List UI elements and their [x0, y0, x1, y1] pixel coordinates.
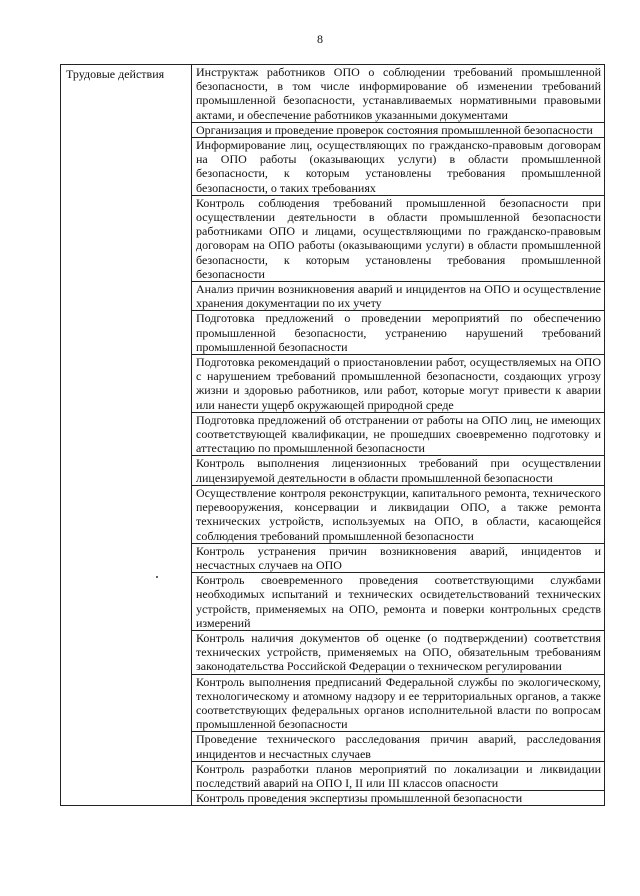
action-item: Контроль выполнения предписаний Федеральной службы по экологическому, технологическому и атомному надзору и ее территориальных органов, а также соответствующих федеральных органов исполнительной власти по вопросам промышленной безопасности	[192, 674, 605, 732]
action-item: Контроль проведения экспертизы промышленной безопасности	[192, 791, 605, 806]
action-item: Контроль соблюдения требований промышленной безопасности при осуществлении деятельности в области промышленной безопасности работниками ОПО и лицами, осуществляющими по гражданско-правовым договорам на ОПО работы (оказывающими услуги) в области промышленной безопасности, к которым установлены требования промышленной безопасности	[192, 195, 605, 281]
action-item: Контроль устранения причин возникновения аварий, инцидентов и несчастных случаев на ОПО	[192, 543, 605, 572]
labor-actions-table	[60, 64, 605, 806]
action-item: Подготовка предложений об отстранении от работы на ОПО лиц, не имеющих соответствующей квалификации, не прошедших своевременно подготовку и аттестацию по промышленной безопасности	[192, 412, 605, 456]
row-label-cell: Трудовые действия	[61, 65, 192, 806]
action-item: Контроль своевременного проведения соответствующими службами необходимых испытаний и технических освидетельствований технических устройств, применяемых на ОПО, ремонта и поверки контрольных средств измерений	[192, 573, 605, 631]
action-item: Контроль наличия документов об оценке (о подтверждении) соответствия технических устройств, применяемых на ОПО, обязательным требованиям законодательства Российской Федерации о техническом регулировании	[192, 630, 605, 674]
table-row	[61, 65, 605, 123]
action-item: Подготовка рекомендаций о приостановлении работ, осуществляемых на ОПО с нарушением требований промышленной безопасности, создающих угрозу жизни и здоровью работников, или работ, которые могут привести к аварии или нанести ущерб окружающей природной среде	[192, 355, 605, 413]
action-item: Контроль выполнения лицензионных требований при осуществлении лицензируемой деятельности в области промышленной безопасности	[192, 456, 605, 485]
action-item: Анализ причин возникновения аварий и инцидентов на ОПО и осуществление хранения документации по их учету	[192, 282, 605, 311]
action-item: Контроль разработки планов мероприятий по локализации и ликвидации последствий аварий на ОПО I, II или III классов опасности	[192, 761, 605, 790]
action-item: Подготовка предложений о проведении мероприятий по обеспечению промышленной безопасности, устранению нарушений требований промышленной безопасности	[192, 311, 605, 355]
action-item: Информирование лиц, осуществляющих по гражданско-правовым договорам на ОПО работы (оказывающих услуги) в области промышленной безопасности, к которым установлены требования промышленной безопасности, о таких требованиях	[192, 138, 605, 196]
page-number: 8	[317, 32, 323, 46]
action-item: Проведение технического расследования причин аварий, расследования инцидентов и несчастных случаев	[192, 732, 605, 761]
scan-speck	[156, 576, 158, 578]
action-item: Организация и проведение проверок состояния промышленной безопасности	[192, 122, 605, 137]
action-item: Инструктаж работников ОПО о соблюдении требований промышленной безопасности, в том числе информирование об изменении требований промышленной безопасности, устанавливаемых нормативными правовыми актами, и обеспечение работников указанными документами	[192, 65, 605, 123]
action-item: Осуществление контроля реконструкции, капитального ремонта, технического перевооружения, консервации и ликвидации ОПО, а также ремонта технических устройств, используемых на ОПО, в области, касающейся соблюдения требований промышленной безопасности	[192, 485, 605, 543]
